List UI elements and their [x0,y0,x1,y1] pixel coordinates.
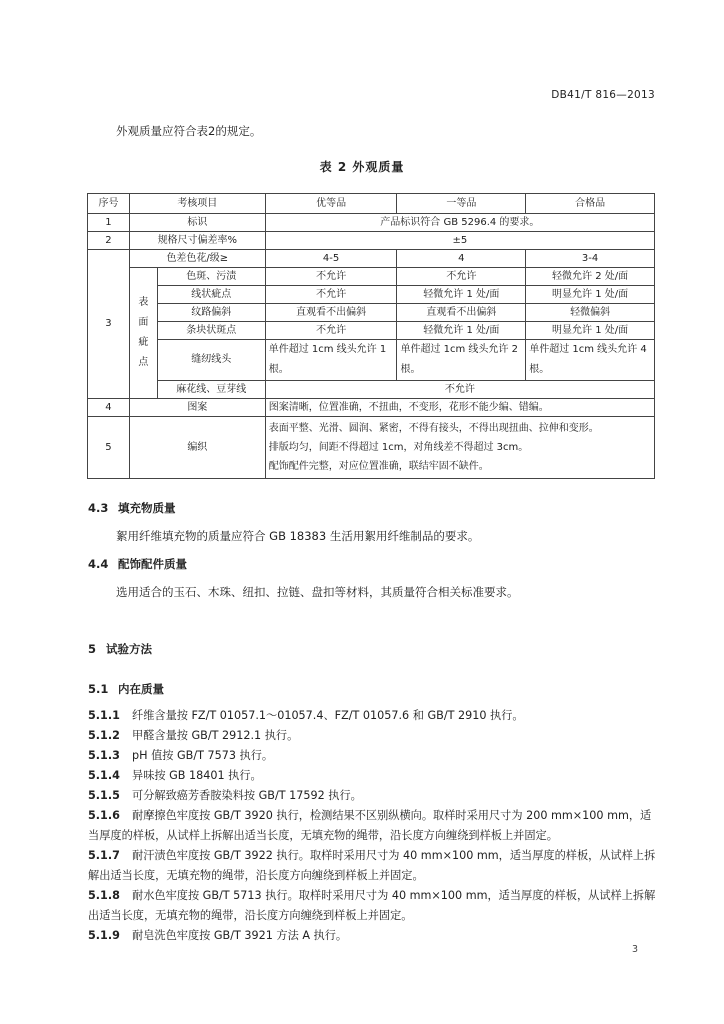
row-no: 2 [88,232,130,250]
clause-text: 异味按 GB 18401 执行。 [132,769,262,782]
clause-number: 5.1.3 [88,749,120,762]
row-item: 纹路偏斜 [157,304,265,322]
clause-5-1-7 [88,846,662,886]
clause-5-1-5 [88,786,662,806]
cell: 4 [397,250,526,268]
table-row [88,250,655,268]
row-item: 规格尺寸偏差率% [129,232,265,250]
table-row [88,214,655,232]
table-row [88,399,655,417]
clause-text: 耐皂洗色牢度按 GB/T 3921 方法 A 执行。 [132,929,348,942]
row-no: 5 [88,417,130,479]
row-no: 3 [88,250,130,399]
cell: 轻微允许 2 处/面 [526,268,655,286]
row-item: 线状疵点 [157,286,265,304]
section-title: 填充物质量 [118,501,176,515]
section-number: 4.4 [88,557,109,571]
cell: 明显允许 1 处/面 [526,322,655,340]
weave-line: 表面平整、光滑、圆润、紧密，不得有接头，不得出现扭曲、拉伸和变形。 [268,423,599,434]
weave-line: 配饰配件完整，对应位置准确，联结牢固不缺件。 [268,461,489,472]
section-4-4-text: 选用适合的玉石、木珠、纽扣、拉链、盘扣等材料，其质量符合相关标准要求。 [116,585,519,599]
row-item: 编织 [129,417,265,479]
cell: 单件超过 1cm 线头允许 2 根。 [397,340,526,381]
table-header-row [88,194,655,214]
cell: 不允许 [397,268,526,286]
row-item: 麻花线、豆芽线 [157,381,265,399]
cell: 直观看不出偏斜 [265,304,397,322]
clause-text: 甲醛含量按 GB/T 2912.1 执行。 [132,729,299,742]
clause-text: 耐摩擦色牢度按 GB/T 3920 执行，检测结果不区别纵横向。取样时采用尺寸为 200 mm×100 mm，适当厚度的样板，从试样上拆解出适当长度，无填充物的绳带，沿长度方向缠绕到样板上并固定。 [88,809,652,842]
section-4-3-heading [88,500,176,516]
document-number: DB41/T 816—2013 [551,89,655,101]
clause-5-1-8 [88,886,662,926]
clause-text: 耐水色牢度按 GB/T 5713 执行。取样时采用尺寸为 40 mm×100 mm，适当厚度的样板，从试样上拆解出适当长度，无填充物的绳带，沿长度方向缠绕到样板上并固定。 [88,889,656,922]
header-grade-first: 一等品 [397,194,526,214]
cell: 不允许 [265,268,397,286]
section-title: 配饰配件质量 [118,557,187,571]
surface-defects-text: 表面疵点 [138,297,149,368]
section-number: 5 [88,642,97,656]
row-item: 色斑、污渍 [157,268,265,286]
clause-number: 5.1.9 [88,929,120,942]
table-row [88,381,655,399]
row-no: 4 [88,399,130,417]
section-4-3-text: 絮用纤维填充物的质量应符合 GB 18383 生活用絮用纤维制品的要求。 [116,529,480,543]
cell: 轻微允许 1 处/面 [397,322,526,340]
section-title: 内在质量 [118,682,164,696]
table-row [88,322,655,340]
cell: 单件超过 1cm 线头允许 1 根。 [265,340,397,381]
clause-5-1-3 [88,746,662,766]
section-number: 4.3 [88,501,109,515]
section-number: 5.1 [88,682,109,696]
clause-5-1-1 [88,706,662,726]
row-item: 缝纫线头 [157,340,265,381]
clause-5-1-4 [88,766,662,786]
clause-text: 耐汗渍色牢度按 GB/T 3922 执行。取样时采用尺寸为 40 mm×100 mm，适当厚度的样板，从试样上拆解出适当长度，无填充物的绳带，沿长度方向缠绕到样板上并固定。 [88,849,656,882]
clause-text: 可分解致癌芳香胺染料按 GB/T 17592 执行。 [132,789,362,802]
cell: 轻微偏斜 [526,304,655,322]
section-title: 试验方法 [106,642,152,656]
table-row [88,232,655,250]
clause-5-1-6 [88,806,662,846]
header-item: 考核项目 [129,194,265,214]
row-item: 条块状斑点 [157,322,265,340]
clause-number: 5.1.1 [88,709,120,722]
clause-text: 纤维含量按 FZ/T 01057.1～01057.4、FZ/T 01057.6 和 GB/T 2910 执行。 [132,709,524,722]
section-5-heading [88,641,152,657]
clause-number: 5.1.8 [88,889,120,902]
cell: 不允许 [265,286,397,304]
clause-number: 5.1.7 [88,849,120,862]
section-5-1-heading [88,681,164,697]
clause-number: 5.1.2 [88,729,120,742]
table-row [88,304,655,322]
clause-number: 5.1.5 [88,789,120,802]
clause-5-1-9 [88,926,662,946]
header-no: 序号 [88,194,130,214]
row-value: 产品标识符合 GB 5296.4 的要求。 [265,214,654,232]
row-item: 图案 [129,399,265,417]
row-item: 标识 [129,214,265,232]
row-item: 色差色花/级≥ [129,250,265,268]
cell: 不允许 [265,322,397,340]
header-grade-qualified: 合格品 [526,194,655,214]
section-4-4-heading [88,556,187,572]
cell: 明显允许 1 处/面 [526,286,655,304]
row-value: 图案清晰，位置准确，不扭曲，不变形，花形不能少编、错编。 [265,399,654,417]
weave-line: 排版均匀，间距不得超过 1cm，对角线差不得超过 3cm。 [268,442,529,453]
surface-defects-label [129,268,157,399]
table-row [88,268,655,286]
cell: 单件超过 1cm 线头允许 4 根。 [526,340,655,381]
cell: 3-4 [526,250,655,268]
row-no: 1 [88,214,130,232]
clause-5-1-2 [88,726,662,746]
row-value: ±5 [265,232,654,250]
row-value: 不允许 [265,381,654,399]
clause-number: 5.1.6 [88,809,120,822]
table-caption: 表 2 外观质量 [319,160,405,174]
page-number: 3 [631,944,638,955]
clause-number: 5.1.4 [88,769,120,782]
table-row [88,340,655,381]
quality-table [87,193,655,479]
clause-text: pH 值按 GB/T 7573 执行。 [132,749,274,762]
table-row [88,417,655,479]
row-value [265,417,654,479]
intro-text: 外观质量应符合表2的规定。 [116,124,262,138]
cell: 直观看不出偏斜 [397,304,526,322]
cell: 4-5 [265,250,397,268]
table-row [88,286,655,304]
cell: 轻微允许 1 处/面 [397,286,526,304]
header-grade-superior: 优等品 [265,194,397,214]
